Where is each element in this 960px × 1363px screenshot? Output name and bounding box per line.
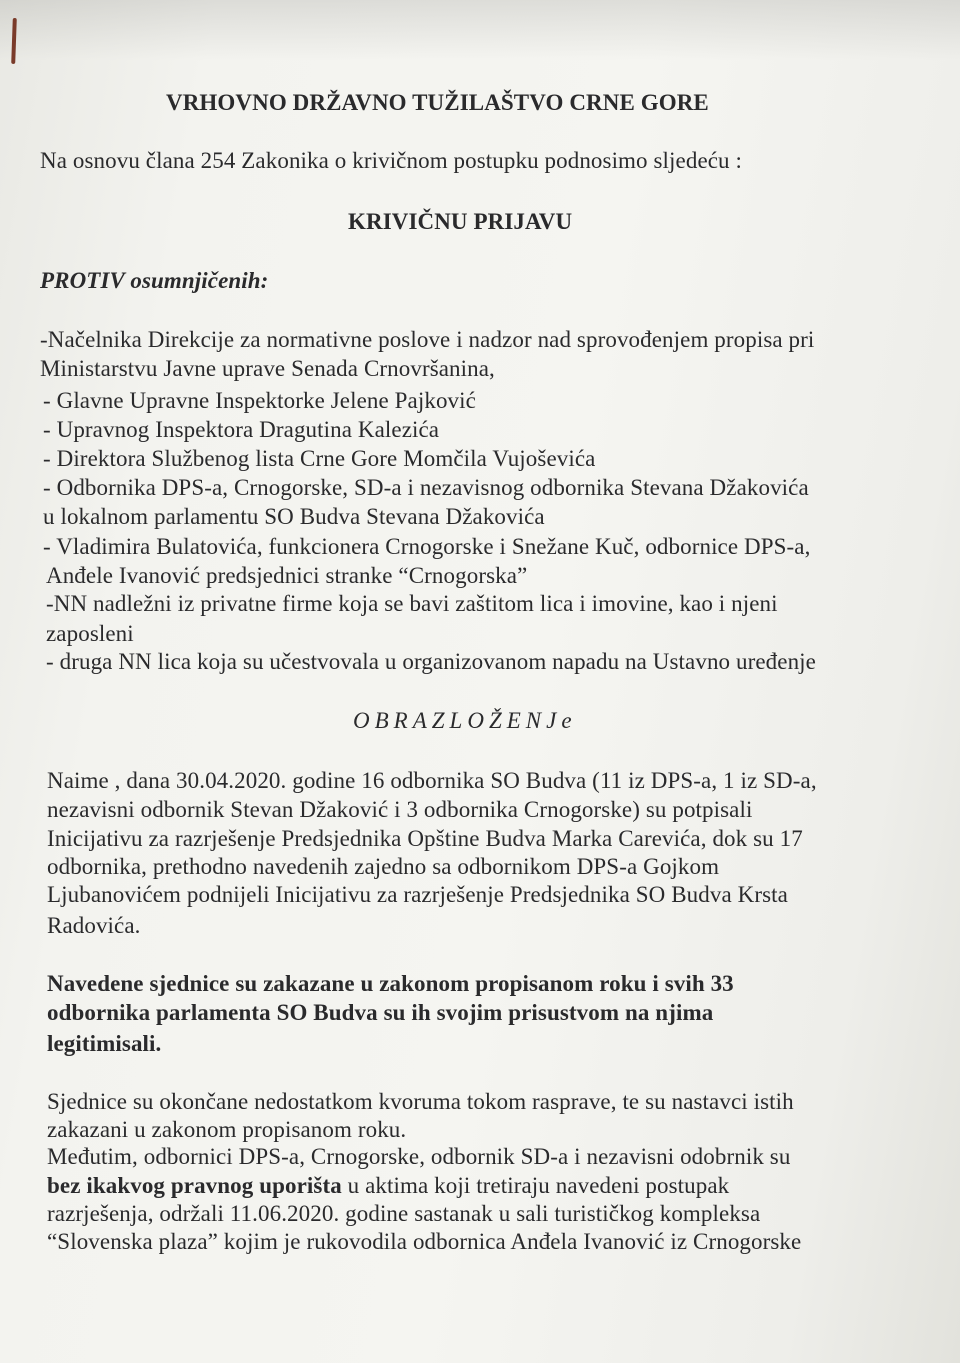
suspect-line: Ministarstvu Javne uprave Senada Crnovršanina, — [40, 356, 495, 381]
reasoning-line: nezavisni odbornik Stevan Džaković i 3 odbornika Crnogorske) su potpisali — [47, 797, 753, 822]
reasoning-line: Međutim, odbornici DPS-a, Crnogorske, odbornik SD-a i nezavisni odobrnik su — [47, 1144, 791, 1169]
mixed-weight-line — [47, 1172, 729, 1200]
reasoning-line: Ljubanovićem podnijeli Inicijativu za razrješenje Predsjednika SO Budva Krsta — [47, 882, 788, 907]
suspect-line: -Načelnika Direkcije za normativne poslove i nadzor nad sprovođenjem propisa pri — [40, 327, 815, 352]
against-heading: PROTIV osumnjičenih: — [40, 268, 269, 293]
reasoning-line: odbornika, prethodno navedenih zajedno sa odbornikom DPS-a Gojkom — [47, 854, 720, 879]
suspect-line: - Odbornika DPS-a, Crnogorske, SD-a i nezavisnog odbornika Stevana Džakovića — [43, 475, 809, 500]
document-title: VRHOVNO DRŽAVNO TUŽILAŠTVO CRNE GORE — [166, 90, 709, 115]
reasoning-line: “Slovenska plaza” kojim je rukovodila odbornica Anđela Ivanović iz Crnogorske — [47, 1229, 802, 1254]
bold-paragraph-line: Navedene sjednice su zakazane u zakonom propisanom roku i svih 33 — [47, 971, 734, 996]
emphasis-phrase: bez ikakvog pravnog uporišta — [47, 1173, 342, 1198]
reasoning-line: Inicijativu za razrješenje Predsjednika Opštine Budva Marka Carevića, dok su 17 — [47, 826, 803, 851]
reasoning-line: zakazani u zakonom propisanom roku. — [47, 1117, 407, 1142]
suspect-line: -NN nadležni iz privatne firme koja se bavi zaštitom lica i imovine, kao i njeni — [46, 591, 778, 616]
suspect-line: Anđele Ivanović predsjednici stranke “Crnogorska” — [46, 563, 528, 588]
suspect-line: u lokalnom parlamentu SO Budva Stevana Džakovića — [43, 504, 545, 529]
suspect-line: - Vladimira Bulatovića, funkcionera Crnogorske i Snežane Kuč, odbornice DPS-a, — [43, 534, 811, 559]
suspect-line: - Direktora Službenog lista Crne Gore Momčila Vujoševića — [43, 446, 596, 471]
bold-paragraph-line: legitimisali. — [47, 1031, 162, 1056]
page-shadow — [0, 0, 960, 60]
suspect-line: - Upravnog Inspektora Dragutina Kalezića — [43, 417, 440, 442]
reasoning-line: razrješenja, održali 11.06.2020. godine sastanak u sali turističkog kompleksa — [47, 1201, 761, 1226]
line-continuation: u aktima koji tretiraju navedeni postupak — [341, 1173, 730, 1198]
suspect-line: zaposleni — [46, 621, 134, 646]
suspect-line: - druga NN lica koja su učestvovala u organizovanom napadu na Ustavno uređenje — [46, 649, 816, 674]
reasoning-line: Sjednice su okončane nedostatkom kvoruma tokom rasprave, te su nastavci istih — [47, 1089, 794, 1114]
document-subject: KRIVIČNU PRIJAVU — [348, 209, 573, 234]
reasoning-line: Radovića. — [47, 913, 141, 938]
reasoning-line: Naime , dana 30.04.2020. godine 16 odbornika SO Budva (11 iz DPS-a, 1 iz SD-a, — [47, 768, 817, 793]
reasoning-heading: OBRAZLOŽENJe — [353, 708, 577, 733]
suspect-line: - Glavne Upravne Inspektorke Jelene Pajković — [43, 388, 476, 413]
intro-line: Na osnovu člana 254 Zakonika o krivičnom postupku podnosimo sljedeću : — [40, 148, 742, 173]
bold-paragraph-line: odbornika parlamenta SO Budva su ih svojim prisustvom na njima — [47, 1000, 714, 1025]
